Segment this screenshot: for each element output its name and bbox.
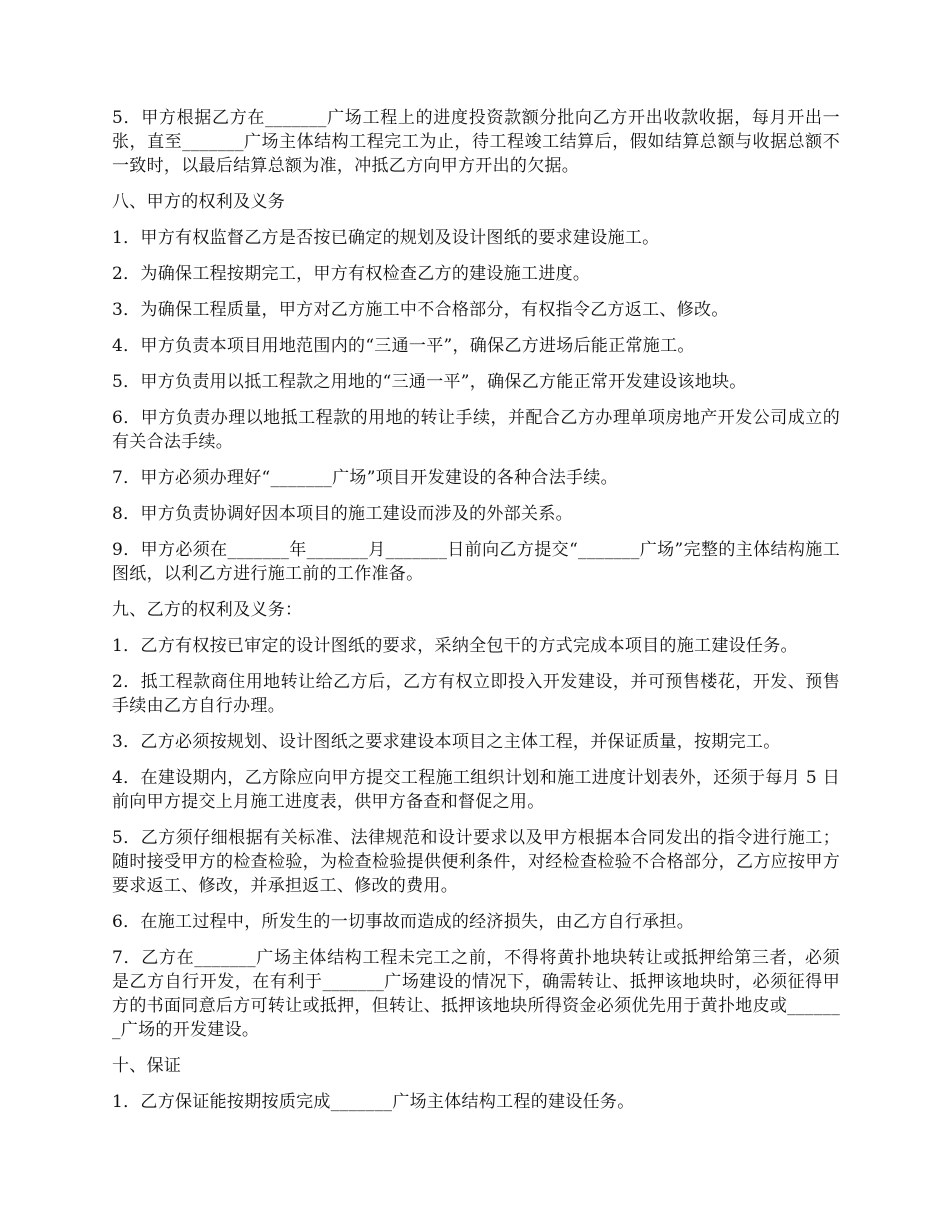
section-heading-party-b-rights: 九、乙方的权利及义务：: [112, 600, 303, 620]
paragraph-progress-receipts: 5．甲方根据乙方在_______广场工程上的进度投资款额分批向乙方开出收款收据，每月开出一张，直至_______广场主体结构工程完工为止，待工程竣工结算后，假如结算总额与收据总额不一致时，以最后结算总额为准，冲抵乙方向甲方开出的欠据。: [112, 108, 840, 176]
paragraph-guarantee-1: 1．乙方保证能按期按质完成_______广场主体结构工程的建设任务。: [112, 1092, 635, 1112]
paragraph-b-4: 4．在建设期内，乙方除应向甲方提交工程施工组织计划和施工进度计划表外，还须于每月 5 日前向甲方提交上月施工进度表，供甲方备查和督促之用。: [112, 768, 840, 812]
paragraph-b-2: 2．抵工程款商住用地转让给乙方后，乙方有权立即投入开发建设，并可预售楼花，开发、预售手续由乙方自行办理。: [112, 672, 840, 716]
paragraph-b-7: 7．乙方在_______广场主体结构工程未完工之前，不得将黄扑地块转让或抵押给第三者，必须是乙方自行开发，在有利于_______广场建设的情况下，确需转让、抵押该地块时，必须征得甲方的书面同意后方可转让或抵押，但转让、抵押该地块所得资金必须优先用于黄扑地皮或_______广场的开发建设。: [112, 948, 840, 1040]
section-heading-guarantee: 十、保证: [112, 1056, 182, 1076]
paragraph-a-6: 6．甲方负责办理以地抵工程款的用地的转让手续，并配合乙方办理单项房地产开发公司成立的有关合法手续。: [112, 408, 840, 452]
paragraph-a-8: 8．甲方负责协调好因本项目的施工建设而涉及的外部关系。: [112, 504, 573, 524]
document-page: [112, 106, 840, 1126]
paragraph-a-3: 3．为确保工程质量，甲方对乙方施工中不合格部分，有权指令乙方返工、修改。: [112, 300, 729, 320]
paragraph-b-1: 1．乙方有权按已审定的设计图纸的要求，采纳全包干的方式完成本项目的施工建设任务。: [112, 636, 798, 656]
paragraph-a-4: 4．甲方负责本项目用地范围内的“三通一平”，确保乙方进场后能正常施工。: [112, 336, 695, 356]
paragraph-a-1: 1．甲方有权监督乙方是否按已确定的规划及设计图纸的要求建设施工。: [112, 228, 660, 248]
paragraph-b-5: 5．乙方须仔细根据有关标准、法律规范和设计要求以及甲方根据本合同发出的指令进行施工；随时接受甲方的检查检验，为检查检验提供便利条件，对经检查检验不合格部分，乙方应按甲方要求返工、修改，并承担返工、修改的费用。: [112, 828, 840, 896]
paragraph-b-3: 3．乙方必须按规划、设计图纸之要求建设本项目之主体工程，并保证质量，按期完工。: [112, 732, 781, 752]
paragraph-a-7: 7．甲方必须办理好“_______广场”项目开发建设的各种合法手续。: [112, 468, 618, 488]
section-heading-party-a-rights: 八、甲方的权利及义务: [112, 192, 285, 212]
paragraph-b-6: 6．在施工过程中，所发生的一切事故而造成的经济损失，由乙方自行承担。: [112, 912, 695, 932]
paragraph-a-5: 5．甲方负责用以抵工程款之用地的“三通一平”，确保乙方能正常开发建设该地块。: [112, 372, 747, 392]
paragraph-a-9: 9．甲方必须在_______年_______月_______日前向乙方提交“_______广场”完整的主体结构施工图纸，以利乙方进行施工前的工作准备。: [112, 540, 840, 584]
paragraph-a-2: 2．为确保工程按期完工，甲方有权检查乙方的建设施工进度。: [112, 264, 591, 284]
